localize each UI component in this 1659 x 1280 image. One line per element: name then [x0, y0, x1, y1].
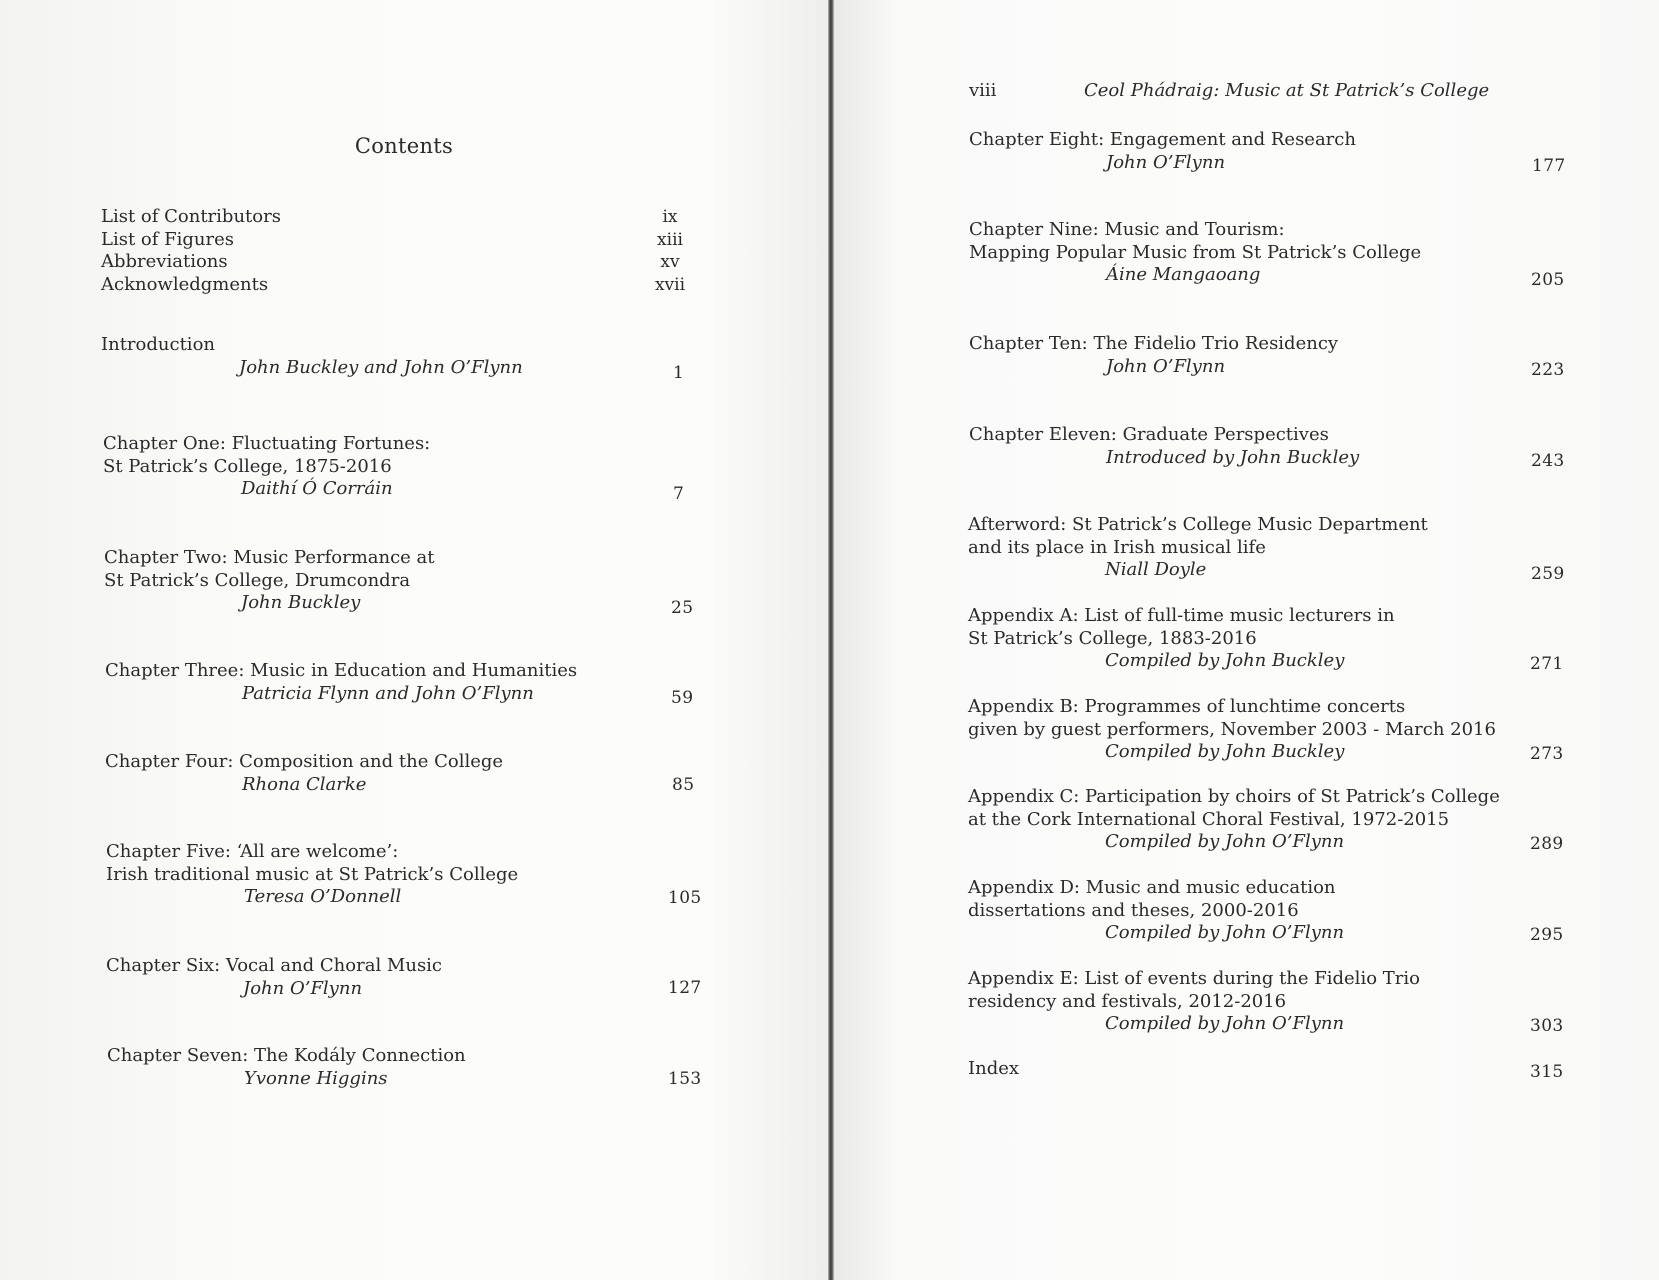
- entry-title: Chapter Two: Music Performance at: [104, 547, 435, 568]
- entry-page-number: 85: [672, 775, 695, 795]
- entry-title: Irish traditional music at St Patrick’s College: [106, 863, 519, 885]
- entry-page-number: 7: [673, 484, 685, 504]
- entry-title: Chapter Eight: Engagement and Research: [969, 129, 1356, 150]
- entry-author: Compiled by John Buckley: [1105, 741, 1345, 762]
- entry-author: Áine Mangaoang: [1106, 264, 1261, 285]
- entry-title: Chapter Three: Music in Education and Humanities: [105, 660, 578, 681]
- toc-entry: [106, 955, 442, 1000]
- entry-page-number: 315: [1530, 1062, 1564, 1082]
- toc-entry: [969, 219, 1421, 287]
- entry-author: Niall Doyle: [1105, 559, 1207, 580]
- entry-author: Yvonne Higgins: [244, 1067, 388, 1089]
- entry-author: John O’Flynn: [243, 977, 363, 999]
- entry-title: residency and festivals, 2012-2016: [968, 990, 1287, 1012]
- entry-title: Appendix B: Programmes of lunchtime concerts: [968, 696, 1406, 717]
- entry-author: Introduced by John Buckley: [1106, 446, 1360, 468]
- entry-author: Compiled by John O’Flynn: [1105, 831, 1345, 852]
- front-matter-page: xv: [660, 252, 680, 272]
- toc-entry: [103, 433, 430, 501]
- entry-author: John O’Flynn: [1106, 355, 1226, 377]
- toc-entry: [969, 129, 1356, 174]
- entry-author: John Buckley and John O’Flynn: [239, 356, 523, 378]
- entry-page-number: 153: [668, 1069, 702, 1089]
- front-matter-page: xvii: [654, 274, 686, 295]
- entry-title: Chapter Nine: Music and Tourism:: [969, 219, 1285, 240]
- running-head-title: Ceol Phádraig: Music at St Patrick’s College: [1084, 80, 1490, 101]
- entry-page-number: 177: [1532, 156, 1566, 176]
- toc-entry: [968, 605, 1395, 673]
- entry-title: Afterword: St Patrick’s College Music Department: [968, 514, 1428, 535]
- front-matter-pages: [645, 206, 695, 296]
- entry-title: Appendix D: Music and music education: [968, 877, 1336, 898]
- entry-page-number: 105: [668, 888, 702, 908]
- entry-title: and its place in Irish musical life: [968, 536, 1266, 558]
- front-matter-title: List of Figures: [101, 228, 234, 250]
- entry-title: Chapter Four: Composition and the College: [105, 751, 504, 772]
- entry-author: Patricia Flynn and John O’Flynn: [242, 682, 534, 704]
- entry-author: Compiled by John Buckley: [1105, 650, 1345, 671]
- toc-entry: [968, 877, 1344, 945]
- entry-title: at the Cork International Choral Festival, 1972-2015: [968, 808, 1450, 830]
- toc-entry: [107, 1045, 466, 1090]
- entry-title: Mapping Popular Music from St Patrick’s College: [969, 241, 1422, 263]
- toc-entry: [968, 514, 1428, 582]
- entry-author: Rhona Clarke: [242, 773, 367, 795]
- running-head-page-number: viii: [969, 80, 997, 101]
- entry-author: Teresa O’Donnell: [244, 886, 402, 907]
- entry-title: Index: [968, 1058, 1020, 1079]
- entry-author: John Buckley: [241, 592, 361, 613]
- entry-title: Chapter One: Fluctuating Fortunes:: [103, 433, 431, 454]
- front-matter-title: Acknowledgments: [101, 273, 269, 295]
- entry-page-number: 127: [668, 978, 702, 998]
- toc-entry: [969, 333, 1338, 378]
- entry-title: Chapter Seven: The Kodály Connection: [107, 1045, 466, 1066]
- entry-page-number: 1: [673, 363, 685, 383]
- entry-title: Appendix E: List of events during the Fidelio Trio: [968, 968, 1420, 989]
- entry-title: St Patrick’s College, 1883-2016: [968, 627, 1257, 649]
- entry-title: St Patrick’s College, Drumcondra: [104, 569, 411, 591]
- entry-title: Chapter Five: ‘All are welcome’:: [106, 841, 399, 862]
- toc-entry-index: [968, 1058, 1019, 1081]
- entry-title: Introduction: [101, 334, 215, 355]
- toc-entry: [105, 751, 503, 796]
- right-page: [834, 0, 1659, 1280]
- front-matter-page: xiii: [657, 229, 683, 250]
- front-matter-list: [101, 206, 281, 296]
- entry-title: dissertations and theses, 2000-2016: [968, 899, 1299, 921]
- entry-page-number: 273: [1530, 744, 1564, 764]
- entry-page-number: 25: [671, 598, 694, 618]
- entry-title: given by guest performers, November 2003 - March 2016: [968, 718, 1496, 740]
- entry-page-number: 259: [1531, 564, 1565, 584]
- toc-entry: [969, 424, 1359, 469]
- toc-entry: [968, 968, 1420, 1036]
- toc-entry: [968, 786, 1500, 854]
- entry-page-number: 271: [1530, 654, 1564, 674]
- entry-title: Appendix A: List of full-time music lecturers in: [968, 605, 1395, 626]
- entry-title: Chapter Ten: The Fidelio Trio Residency: [969, 333, 1339, 354]
- entry-title: Chapter Eleven: Graduate Perspectives: [969, 424, 1329, 445]
- toc-entry: [101, 334, 523, 379]
- front-matter-title: Abbreviations: [101, 251, 228, 272]
- entry-author: Compiled by John O’Flynn: [1105, 922, 1345, 943]
- toc-entry: [104, 547, 435, 615]
- entry-title: St Patrick’s College, 1875-2016: [103, 455, 392, 477]
- entry-page-number: 59: [671, 688, 694, 708]
- entry-title: Chapter Six: Vocal and Choral Music: [106, 955, 443, 976]
- front-matter-page: ix: [662, 207, 678, 227]
- entry-author: Compiled by John O’Flynn: [1105, 1013, 1345, 1034]
- entry-page-number: 295: [1530, 925, 1564, 945]
- toc-entry: [105, 660, 577, 705]
- left-page: [0, 0, 828, 1280]
- entry-title: Appendix C: Participation by choirs of St Patrick’s College: [968, 786, 1500, 807]
- toc-entry: [968, 696, 1496, 764]
- entry-page-number: 243: [1531, 451, 1565, 471]
- entry-author: Daithí Ó Corráin: [241, 478, 393, 499]
- contents-heading: Contents: [354, 134, 454, 158]
- front-matter-title: List of Contributors: [101, 206, 281, 227]
- entry-author: John O’Flynn: [1106, 151, 1226, 173]
- entry-page-number: 223: [1531, 360, 1565, 380]
- entry-page-number: 303: [1530, 1016, 1564, 1036]
- toc-entry: [106, 841, 518, 909]
- entry-page-number: 289: [1530, 834, 1564, 854]
- entry-page-number: 205: [1531, 270, 1565, 290]
